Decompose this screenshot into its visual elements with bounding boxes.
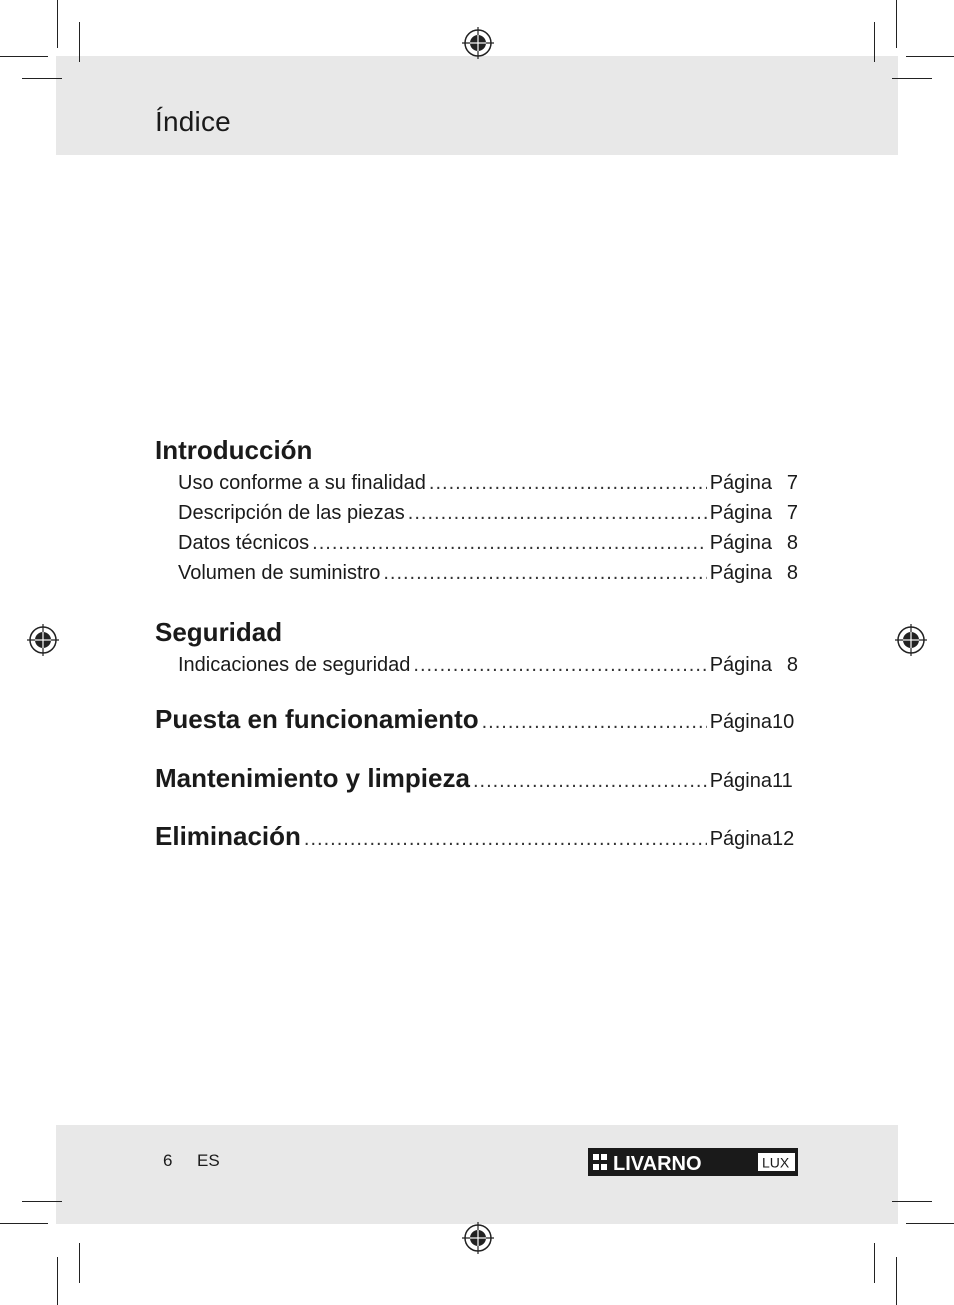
toc-entry[interactable] bbox=[155, 468, 798, 498]
page-number: 7 bbox=[786, 472, 798, 494]
entry-label: Indicaciones de seguridad bbox=[178, 654, 411, 676]
page-word: Página bbox=[709, 711, 772, 733]
toc-entry[interactable] bbox=[155, 528, 798, 558]
section-heading: Mantenimiento y limpieza bbox=[155, 763, 470, 793]
footer-page-number: 6 bbox=[163, 1151, 173, 1170]
toc-heading-entry[interactable] bbox=[155, 704, 798, 763]
toc-heading-entry[interactable] bbox=[155, 821, 798, 861]
page-word: Página bbox=[709, 472, 772, 494]
brand-name: LIVARNO bbox=[613, 1153, 702, 1175]
dot-leader bbox=[413, 650, 706, 680]
footer-language: ES bbox=[197, 1151, 220, 1170]
dot-leader bbox=[429, 468, 707, 498]
page-number: 8 bbox=[786, 562, 798, 584]
page-number: 11 bbox=[772, 770, 793, 792]
toc-entry[interactable] bbox=[155, 650, 798, 680]
dot-leader bbox=[312, 528, 707, 558]
entry-label: Volumen de suministro bbox=[178, 562, 381, 584]
page-number: 7 bbox=[786, 502, 798, 524]
toc-heading-entry[interactable] bbox=[155, 763, 798, 821]
page-number: 8 bbox=[786, 654, 798, 676]
dot-leader bbox=[304, 828, 707, 851]
page-word: Página bbox=[709, 532, 772, 554]
page-number: 10 bbox=[772, 711, 795, 733]
page-title: Índice bbox=[155, 106, 231, 137]
livarno-lux-logo bbox=[588, 1148, 798, 1176]
registration-mark-icon bbox=[461, 1221, 495, 1255]
page-number: 8 bbox=[786, 532, 798, 554]
page-number: 12 bbox=[772, 828, 795, 850]
registration-mark-icon bbox=[26, 623, 60, 657]
page-word: Página bbox=[709, 562, 772, 584]
page-word: Página bbox=[709, 828, 772, 850]
page-word: Página bbox=[709, 654, 772, 676]
dot-leader bbox=[482, 711, 707, 734]
section-heading: Eliminación bbox=[155, 821, 301, 851]
brand-suffix: LUX bbox=[762, 1154, 790, 1171]
section-heading: Introducción bbox=[155, 435, 313, 465]
entry-label: Uso conforme a su finalidad bbox=[178, 472, 426, 494]
table-of-contents bbox=[155, 432, 798, 861]
dot-leader bbox=[408, 498, 707, 528]
toc-entry[interactable] bbox=[155, 558, 798, 588]
dot-leader bbox=[473, 770, 707, 793]
toc-section-introduccion bbox=[155, 432, 798, 588]
dot-leader bbox=[383, 558, 706, 588]
section-heading: Seguridad bbox=[155, 617, 283, 647]
registration-mark-icon bbox=[894, 623, 928, 657]
page-word: Página bbox=[709, 770, 772, 792]
toc-entry[interactable] bbox=[155, 498, 798, 528]
entry-label: Datos técnicos bbox=[178, 532, 310, 554]
entry-label: Descripción de las piezas bbox=[178, 502, 405, 524]
toc-section-seguridad bbox=[155, 614, 798, 680]
page-word: Página bbox=[709, 502, 772, 524]
registration-mark-icon bbox=[461, 26, 495, 60]
section-heading: Puesta en funcionamiento bbox=[155, 704, 479, 734]
